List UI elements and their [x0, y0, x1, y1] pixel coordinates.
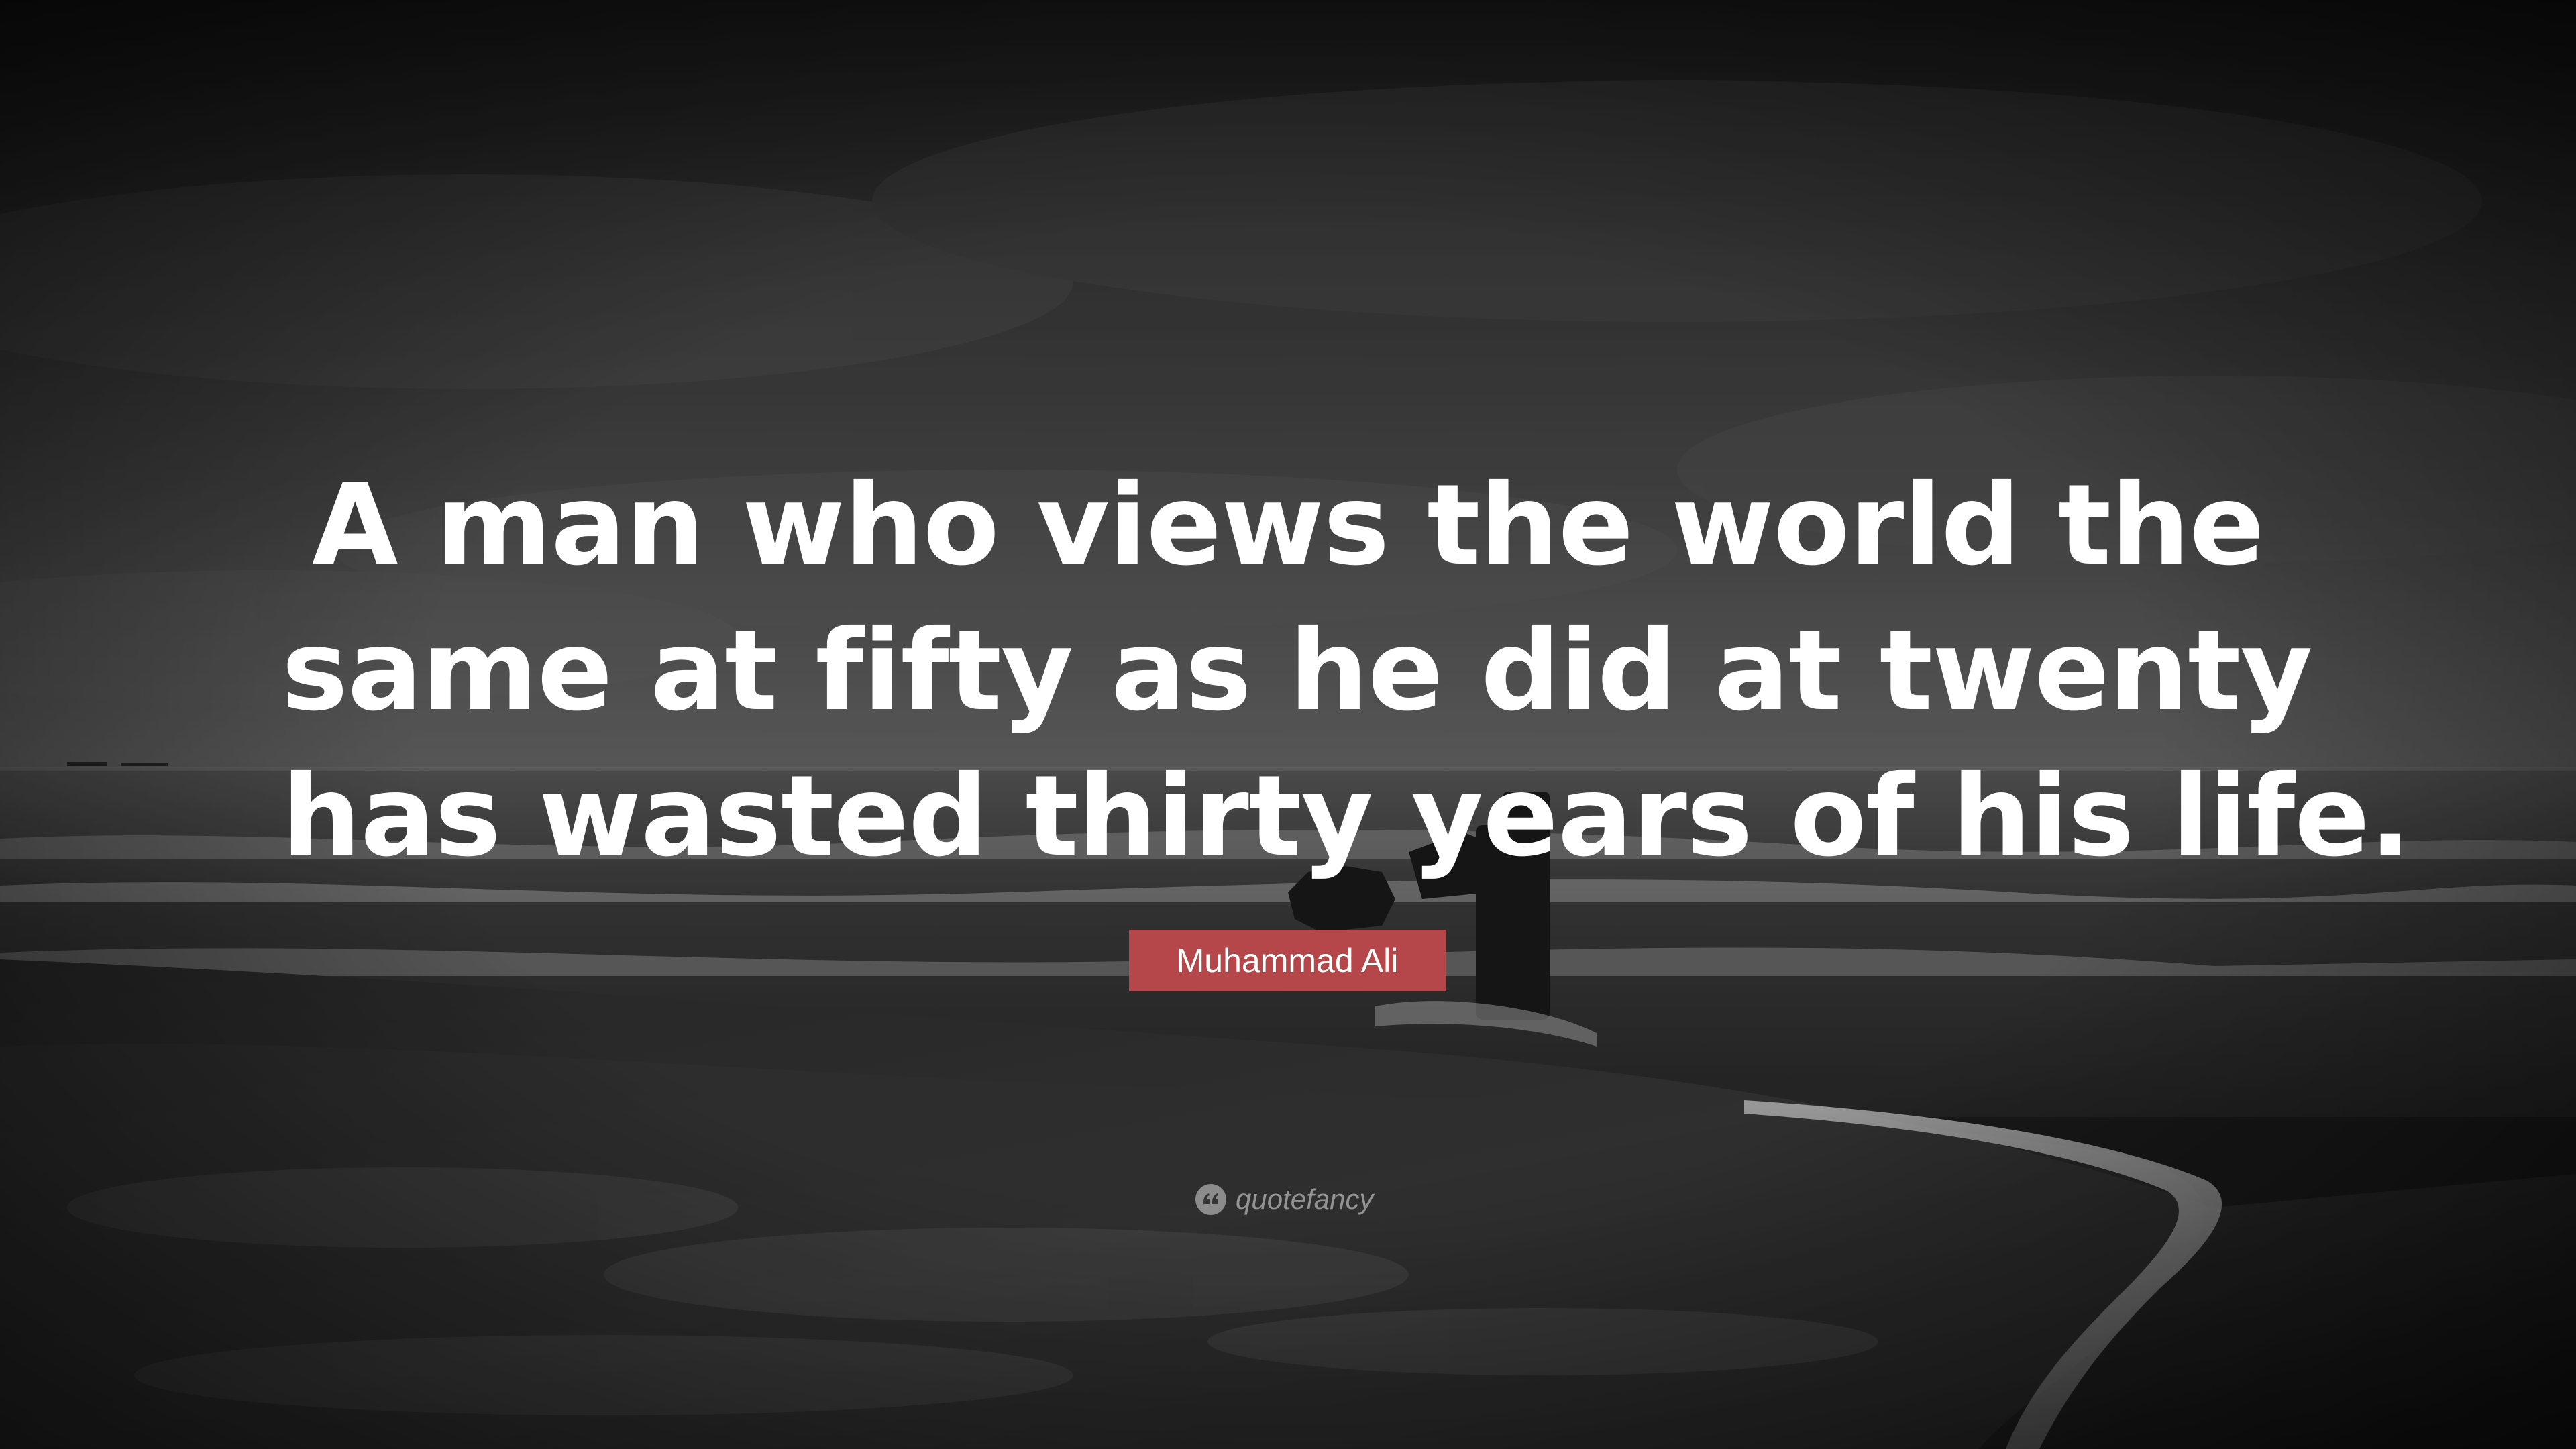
quote-line-3: has wasted thirty years of his life.: [282, 752, 2411, 881]
quote-line-2: same at fifty as he did at twenty: [282, 606, 2312, 736]
quote-line-1: A man who views the world the: [311, 461, 2265, 590]
quote-text: [282, 453, 2411, 890]
watermark: [1194, 1181, 1374, 1218]
quote-marks-icon: [1194, 1183, 1228, 1216]
author-badge[interactable]: Muhammad Ali: [1129, 930, 1446, 991]
watermark-brand: quotefancy: [1236, 1183, 1374, 1215]
